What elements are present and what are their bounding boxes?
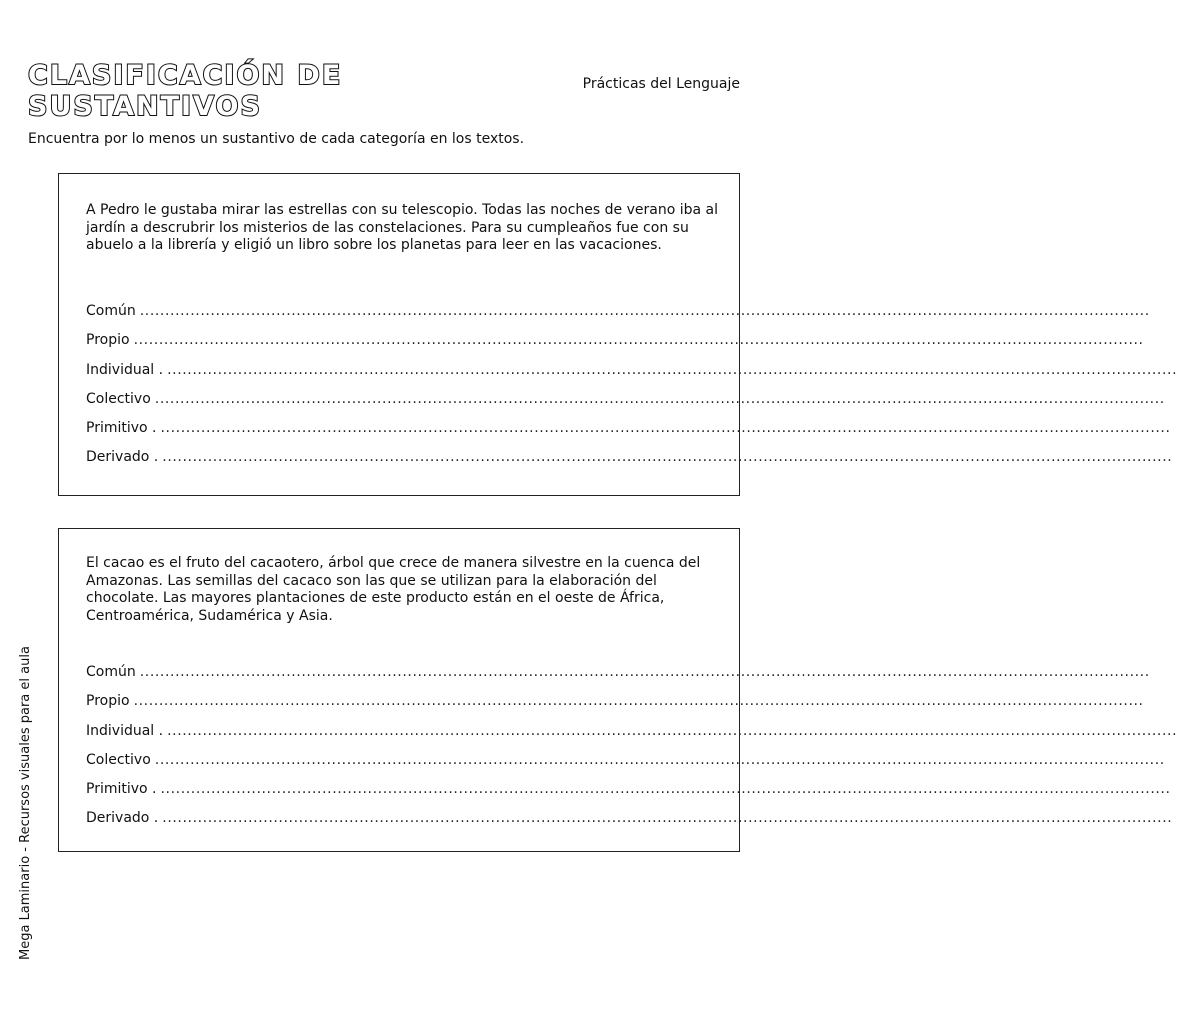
answer-line[interactable]: ........................................................................................................................................................................................................ (167, 722, 1177, 739)
exercise-passage: A Pedro le gustaba mirar las estrellas con su telescopio. Todas las noches de verano iba al jardín a descrubrir los misterios de las constelaciones. Para su cumpleaños fue con su abuelo a la librería y eligió un libro sobre los planetas para leer en las vacaciones. (86, 202, 719, 253)
answer-row-colectivo[interactable] (86, 378, 1165, 407)
field-label: Individual . (86, 361, 164, 378)
answer-row-derivado[interactable] (86, 436, 1173, 466)
page-title: CLASIFICACIÓN DE SUSTANTIVOS (28, 60, 343, 122)
answer-fields (86, 290, 1177, 466)
field-label: Individual . (86, 722, 164, 739)
answer-row-individual[interactable] (86, 709, 1177, 739)
answer-row-primitivo[interactable] (86, 407, 1171, 436)
answer-line[interactable]: ........................................................................................................................................................................................................ (139, 664, 1150, 681)
field-label: Primitivo . (86, 419, 157, 436)
field-label: Común (86, 303, 136, 320)
answer-line[interactable]: ........................................................................................................................................................................................................ (154, 751, 1165, 768)
answer-row-propio[interactable] (86, 319, 1144, 349)
answer-fields (86, 651, 1177, 827)
subject-label: Prácticas del Lenguaje (582, 76, 740, 92)
answer-row-comun[interactable] (86, 290, 1150, 320)
answer-line[interactable]: ........................................................................................................................................................................................................ (162, 810, 1173, 827)
answer-row-primitivo[interactable] (86, 768, 1171, 797)
answer-row-colectivo[interactable] (86, 739, 1165, 768)
field-label: Primitivo . (86, 780, 157, 797)
instruction-text: Encuentra por lo menos un sustantivo de cada categoría en los textos. (28, 131, 525, 147)
answer-line[interactable]: ........................................................................................................................................................................................................ (160, 780, 1171, 797)
answer-line[interactable]: ........................................................................................................................................................................................................ (139, 303, 1150, 320)
exercise-box-1 (58, 173, 1177, 496)
field-label: Colectivo (86, 751, 151, 768)
field-label: Propio (86, 332, 130, 349)
answer-line[interactable]: ........................................................................................................................................................................................................ (162, 449, 1173, 466)
answer-line[interactable]: ........................................................................................................................................................................................................ (160, 419, 1171, 436)
answer-line[interactable]: ........................................................................................................................................................................................................ (167, 361, 1177, 378)
answer-line[interactable]: ........................................................................................................................................................................................................ (133, 693, 1144, 710)
answer-line[interactable]: ........................................................................................................................................................................................................ (154, 390, 1165, 407)
field-label: Propio (86, 693, 130, 710)
exercise-box-2 (58, 528, 1177, 852)
field-label: Derivado . (86, 449, 159, 466)
answer-row-comun[interactable] (86, 651, 1150, 681)
answer-line[interactable]: ........................................................................................................................................................................................................ (133, 332, 1144, 349)
answer-row-propio[interactable] (86, 680, 1144, 710)
field-label: Colectivo (86, 390, 151, 407)
exercise-passage: El cacao es el fruto del cacaotero, árbol que crece de manera silvestre en la cuenca del Amazonas. Las semillas del cacaco son las que se utilizan para la elaboración del chocolate. Las mayores plantaciones de este producto están en el oeste de África, Centroamérica, Sudamérica y Asia. (86, 555, 701, 624)
answer-row-derivado[interactable] (86, 797, 1173, 827)
field-label: Derivado . (86, 810, 159, 827)
answer-row-individual[interactable] (86, 348, 1177, 378)
side-footer-text: Mega Laminario - Recursos visuales para el aula (18, 646, 33, 960)
field-label: Común (86, 664, 136, 681)
